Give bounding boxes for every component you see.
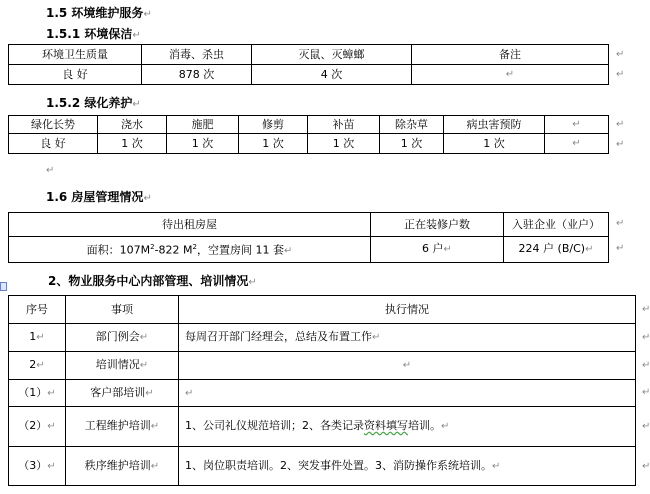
row-detail [179, 352, 636, 380]
paragraph-mark-icon: ↵ [36, 332, 45, 343]
row-end-mark-icon: ↵ [616, 119, 625, 130]
header-cell: 序号 [9, 296, 66, 324]
vacant-area-cell [9, 237, 371, 263]
area-unit-sup: 2 [150, 243, 155, 252]
header-cell: 病虫害预防 [444, 116, 545, 134]
paragraph-mark-icon: ↵ [443, 244, 452, 255]
header-cell: 浇水 [98, 116, 167, 134]
row-item-text: 部门例会 [95, 330, 140, 343]
heading-text: 1.5 环境维护服务 [46, 6, 144, 20]
row-detail [179, 380, 636, 407]
row-detail-text: 培训。 [408, 419, 441, 432]
paragraph-mark-icon: ↵ [248, 277, 257, 288]
row-end-mark-icon: ↵ [616, 218, 625, 229]
header-cell: 入驻企业（业户） [504, 213, 609, 237]
paragraph-mark-icon: ↵ [492, 460, 501, 472]
heading-1-6 [46, 190, 152, 206]
table-cell: 4 次 [252, 65, 412, 85]
row-detail-text: 每周召开部门经理会，总结及布置工作 [185, 330, 372, 343]
row-item-text: 工程维护培训 [84, 419, 151, 432]
area-unit-sup: 2 [192, 243, 197, 252]
table-cell [545, 134, 609, 154]
row-item [66, 380, 179, 407]
row-end-mark-icon: ↵ [642, 387, 650, 398]
row-item [66, 352, 179, 380]
table-row [9, 352, 636, 380]
heading-text: 1.6 房屋管理情况 [46, 190, 144, 204]
header-cell: 事项 [66, 296, 179, 324]
paragraph-mark-icon: ↵ [46, 165, 55, 176]
row-number-text: （1） [18, 385, 48, 399]
row-item [66, 447, 179, 486]
house-table [8, 212, 609, 263]
paragraph-mark-icon: ↵ [139, 332, 149, 343]
cleaning-table [8, 44, 609, 85]
table-row [9, 447, 636, 486]
table-cell: 1 次 [167, 134, 239, 154]
paragraph-mark-icon: ↵ [372, 332, 381, 343]
row-end-mark-icon: ↵ [616, 69, 625, 80]
header-cell: 环境卫生质量 [9, 45, 142, 65]
row-number-text: 1 [29, 330, 37, 343]
table-cell: 1 次 [308, 134, 380, 154]
heading-1-5 [46, 6, 152, 22]
header-cell: 补苗 [308, 116, 380, 134]
header-cell: 施肥 [167, 116, 239, 134]
paragraph-mark-icon: ↵ [284, 245, 293, 257]
area-unit: M [140, 243, 151, 257]
header-cell: 修剪 [239, 116, 308, 134]
row-detail-text: 1、岗位职责培训。2、突发事件处置。3、消防操作系统培训。 [185, 458, 492, 472]
paragraph-mark-icon: ↵ [505, 69, 515, 80]
table-cell: 良 好 [9, 134, 98, 154]
table-cell: 1 次 [444, 134, 545, 154]
row-item [66, 324, 179, 352]
heading-1-5-1 [46, 27, 141, 43]
greening-table [8, 115, 609, 154]
row-number [9, 324, 66, 352]
row-number [9, 447, 66, 486]
paragraph-mark-icon: ↵ [441, 421, 450, 432]
paragraph-mark-icon: ↵ [47, 387, 56, 399]
table-row [9, 407, 636, 447]
paragraph-mark-icon: ↵ [572, 138, 581, 149]
heading-1-5-2 [46, 96, 141, 112]
paragraph-mark-icon: ↵ [139, 360, 149, 371]
row-item-text: 客户部培训 [90, 385, 146, 399]
row-end-mark-icon: ↵ [616, 243, 625, 254]
header-cell: 消毒、杀虫 [142, 45, 252, 65]
row-end-mark-icon: ↵ [642, 304, 650, 315]
row-end-mark-icon: ↵ [642, 421, 650, 432]
row-end-mark-icon: ↵ [616, 49, 625, 60]
heading-text: 1.5.1 环境保洁 [46, 27, 133, 41]
header-cell: 执行情况 [179, 296, 636, 324]
grammar-marked-text: 资料填写 [364, 419, 408, 432]
header-cell: 灭鼠、灭蟑螂 [252, 45, 412, 65]
paragraph-mark-icon: ↵ [143, 9, 152, 20]
paragraph-mark-icon: ↵ [585, 244, 594, 255]
row-detail [179, 447, 636, 486]
heading-text: 1.5.2 绿化养护 [46, 96, 133, 110]
row-detail-text: 1、公司礼仪规范培训；2、各类记录 [185, 419, 364, 432]
paragraph-mark-icon: ↵ [145, 387, 154, 399]
row-item [66, 407, 179, 447]
header-cell: 备注 [412, 45, 609, 65]
row-number-text: （3） [18, 458, 48, 472]
header-cell: 待出租房屋 [9, 213, 371, 237]
paragraph-mark-icon: ↵ [132, 99, 141, 110]
tenant-count-cell [504, 237, 609, 263]
management-table [8, 295, 636, 486]
area-text: -822 [154, 243, 180, 257]
paragraph-mark-icon: ↵ [572, 119, 581, 130]
area-unit: M [183, 243, 193, 257]
paragraph-mark-icon: ↵ [143, 193, 152, 204]
header-cell: 绿化长势 [9, 116, 98, 134]
paragraph-mark-icon: ↵ [402, 360, 412, 371]
paragraph-mark-icon: ↵ [185, 387, 194, 399]
row-end-mark-icon: ↵ [616, 139, 625, 150]
row-end-mark-icon: ↵ [642, 332, 650, 343]
row-number-text: 2 [29, 358, 37, 371]
row-detail [179, 407, 636, 447]
heading-text: 2、物业服务中心内部管理、培训情况 [48, 274, 249, 288]
area-text: 面积：107 [86, 243, 141, 257]
table-row [9, 380, 636, 407]
table-row [9, 324, 636, 352]
tenant-count: 224 户 (B/C) [518, 242, 586, 255]
row-end-mark-icon: ↵ [642, 360, 650, 371]
row-item-text: 培训情况 [95, 358, 140, 371]
header-cell: 正在装修户数 [371, 213, 504, 237]
paragraph-mark-icon: ↵ [47, 460, 56, 472]
heading-2 [48, 274, 257, 290]
table-cell: 1 次 [380, 134, 444, 154]
row-number [9, 380, 66, 407]
table-cell [412, 65, 609, 85]
table-cell: 1 次 [98, 134, 167, 154]
row-end-mark-icon: ↵ [642, 461, 650, 472]
renovating-count-cell [371, 237, 504, 263]
paragraph-mark-icon: ↵ [36, 360, 45, 371]
header-cell [545, 116, 609, 134]
paragraph-mark-icon: ↵ [47, 421, 56, 432]
row-number-text: （2） [18, 419, 48, 432]
row-detail [179, 324, 636, 352]
table-cell: 良 好 [9, 65, 142, 85]
table-cell: 878 次 [142, 65, 252, 85]
vacant-rooms-text: ，空置房间 11 套 [197, 243, 284, 257]
table-anchor-icon [0, 282, 7, 291]
paragraph-mark-icon: ↵ [132, 30, 141, 41]
row-item-text: 秩序维护培训 [84, 458, 151, 472]
row-number [9, 352, 66, 380]
row-number [9, 407, 66, 447]
table-cell: 1 次 [239, 134, 308, 154]
paragraph-mark-icon: ↵ [150, 421, 160, 432]
header-cell: 除杂草 [380, 116, 444, 134]
paragraph-mark-icon: ↵ [150, 460, 160, 472]
renovating-count: 6 户 [422, 242, 444, 255]
